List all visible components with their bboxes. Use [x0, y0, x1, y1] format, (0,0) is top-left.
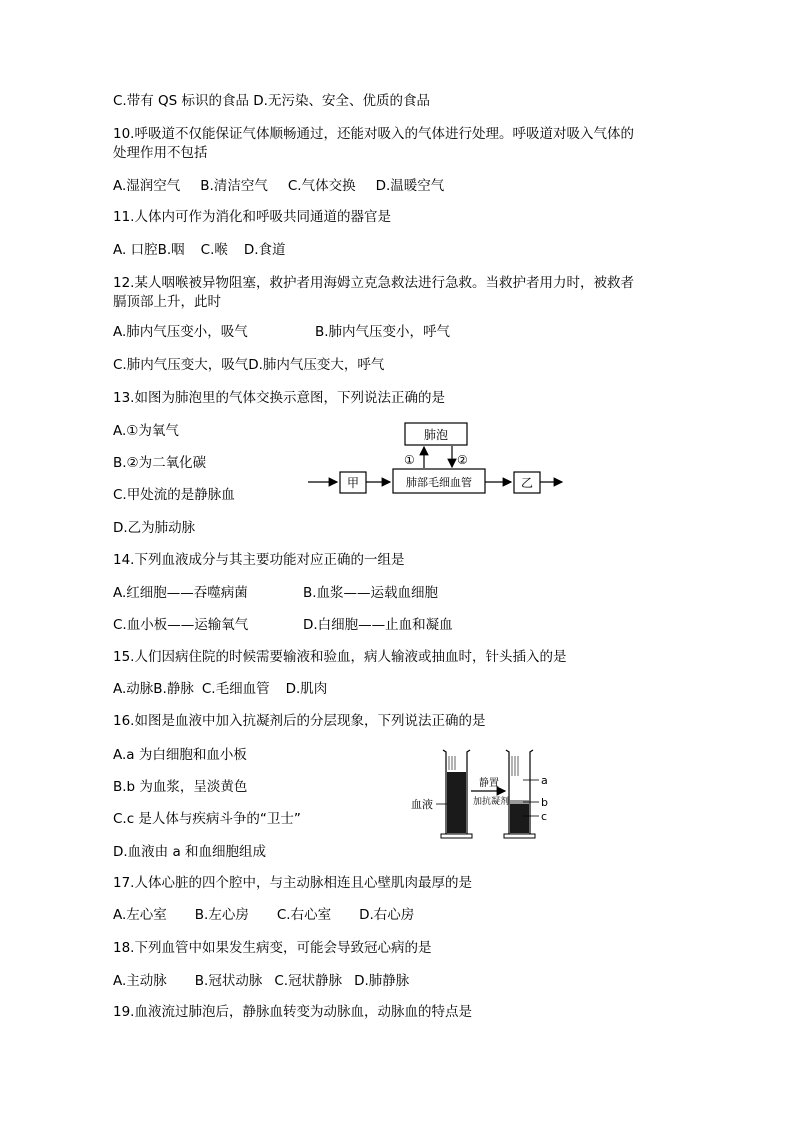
q18-option-b: B.冠状动脉 — [194, 973, 263, 989]
q15-option-c: C.毛细血管 — [201, 681, 270, 697]
q15-option-d: D.肌肉 — [285, 681, 328, 697]
q11-option-d: D.食道 — [243, 242, 286, 258]
q13-stem: 13.如图为肺泡里的气体交换示意图，下列说法正确的是 — [113, 390, 445, 406]
q19-stem: 19.血液流过肺泡后，静脉血转变为动脉血，动脉血的特点是 — [113, 1004, 472, 1020]
q11-options — [113, 240, 286, 260]
q13-option-a: A.①为氧气 — [113, 423, 179, 439]
q10-options — [113, 176, 444, 196]
q10-option-c: C.气体交换 — [287, 178, 356, 194]
q14-option-b: B.血浆——运载血细胞 — [303, 585, 439, 601]
q15-option-a: A.动脉 — [113, 681, 154, 697]
q14-option-c: C.血小板——运输氧气 — [113, 617, 249, 633]
q18-option-d: D.肺静脉 — [354, 973, 410, 989]
q11-stem: 11.人体内可作为消化和呼吸共同通道的器官是 — [113, 209, 391, 225]
q17-stem: 17.人体心脏的四个腔中，与主动脉相连且心壁肌肉最厚的是 — [113, 875, 472, 891]
q15-stem: 15.人们因病住院的时候需要输液和验血，病人输液或抽血时，针头插入的是 — [113, 649, 567, 665]
q18-option-c: C.冠状静脉 — [274, 973, 343, 989]
q18-option-a: A.主动脉 — [113, 973, 167, 989]
q10-stem-line1: 10.呼吸道不仅能保证气体顺畅通过，还能对吸入的气体进行处理。呼吸道对吸入气体的 — [113, 126, 634, 142]
q13-option-c: C.甲处流的是静脉血 — [113, 487, 235, 503]
label-c: c — [541, 810, 548, 823]
arrow-2-label: ② — [457, 453, 468, 467]
q12-stem-line1: 12.某人咽喉被异物阻塞，救护者用海姆立克急救法进行急救。当救护者用力时，被救者 — [113, 275, 634, 291]
alveolus-gas-exchange-diagram — [300, 418, 570, 503]
q16-option-a: A.a 为白细胞和血小板 — [113, 747, 247, 763]
q12-option-a: A.肺内气压变小，吸气 — [113, 324, 248, 340]
q10-option-b: B.清洁空气 — [200, 178, 268, 194]
q14-options-cd — [113, 615, 453, 635]
q10-option-a: A.湿润空气 — [113, 178, 181, 194]
q14-option-a: A.红细胞——吞噬病菌 — [113, 585, 248, 601]
q16-option-d: D.血液由 a 和血细胞组成 — [113, 844, 267, 860]
q10-stem-line2: 处理作用不包括 — [113, 145, 208, 161]
q17-option-a: A.左心室 — [113, 907, 167, 923]
alveolus-label: 肺泡 — [423, 428, 449, 442]
q13-option-b: B.②为二氧化碳 — [113, 455, 207, 471]
q12-options-cd: C.肺内气压变大，吸气D.肺内气压变大，呼气 — [113, 357, 385, 373]
q16-option-c: C.c 是人体与疾病斗争的“卫士” — [113, 811, 301, 827]
q18-stem: 18.下列血管中如果发生病变，可能会导致冠心病的是 — [113, 940, 432, 956]
q15-option-b: B.静脉 — [153, 681, 194, 697]
q17-option-d: D.右心房 — [359, 907, 415, 923]
jia-label: 甲 — [346, 476, 360, 490]
yi-label: 乙 — [520, 476, 534, 490]
label-a: a — [541, 774, 548, 787]
q18-options — [113, 971, 409, 991]
blood-separation-diagram — [405, 742, 555, 842]
q16-stem: 16.如图是血液中加入抗凝剂后的分层现象，下列说法正确的是 — [113, 713, 486, 729]
q10-option-d: D.温暖空气 — [375, 178, 445, 194]
anticoagulant-label: 加抗凝剂 — [473, 797, 510, 807]
q16-option-b: B.b 为血浆，呈淡黄色 — [113, 779, 248, 795]
blood-label: 血液 — [411, 798, 433, 811]
q17-option-c: C.右心室 — [276, 907, 332, 923]
arrow-1-label: ① — [404, 453, 415, 467]
q14-options-ab — [113, 583, 438, 603]
settle-label: 静置 — [479, 778, 499, 789]
capillary-label: 肺部毛细血管 — [406, 476, 472, 489]
q12-option-b: B.肺内气压变小，呼气 — [315, 324, 451, 340]
q13-option-d: D.乙为肺动脉 — [113, 520, 196, 536]
q17-options — [113, 905, 414, 925]
q9-options-cd: C.带有 QS 标识的食品 D.无污染、安全、优质的食品 — [113, 93, 430, 109]
q11-option-c: C.喉 — [200, 242, 228, 258]
cylinder-before — [441, 750, 472, 838]
q17-option-b: B.左心房 — [194, 907, 249, 923]
q11-option-a: A. 口腔 — [113, 242, 158, 258]
q14-option-d: D.白细胞——止血和凝血 — [303, 617, 453, 633]
q12-options-ab — [113, 322, 450, 342]
q14-stem: 14.下列血液成分与其主要功能对应正确的一组是 — [113, 552, 405, 568]
q12-stem-line2: 膈顶部上升，此时 — [113, 294, 221, 310]
q11-option-b: B.咽 — [157, 242, 185, 258]
q15-options — [113, 679, 327, 699]
cylinder-after — [504, 750, 535, 838]
label-b: b — [541, 796, 548, 809]
